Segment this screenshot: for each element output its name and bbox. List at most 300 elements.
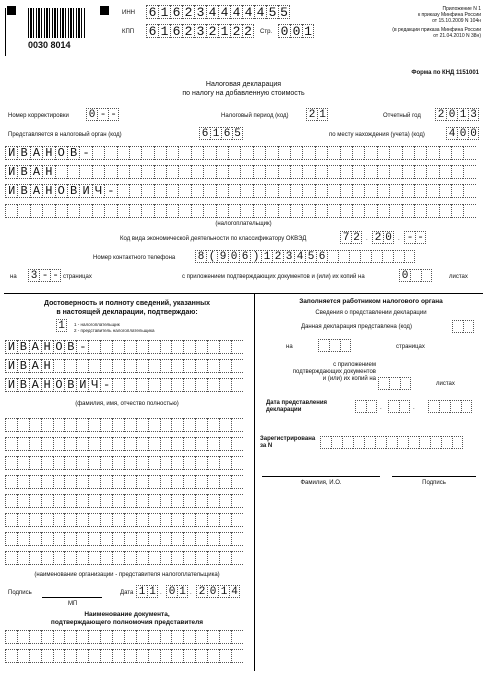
char-cell[interactable] xyxy=(327,250,338,263)
signer-fio-row[interactable] xyxy=(5,340,243,354)
date-year[interactable] xyxy=(196,585,240,598)
char-cell[interactable] xyxy=(148,475,160,489)
char-cell[interactable] xyxy=(5,532,17,546)
char-cell[interactable] xyxy=(64,437,76,451)
char-cell[interactable] xyxy=(426,165,438,179)
char-cell[interactable]: 0 xyxy=(207,585,218,598)
char-cell[interactable] xyxy=(76,456,88,470)
char-cell[interactable] xyxy=(112,378,124,392)
char-cell[interactable]: 6 xyxy=(146,24,158,38)
char-cell[interactable] xyxy=(129,184,141,198)
char-cell[interactable] xyxy=(389,184,401,198)
char-cell[interactable] xyxy=(148,494,160,508)
char-cell[interactable] xyxy=(315,184,327,198)
char-cell[interactable] xyxy=(92,165,104,179)
char-cell[interactable] xyxy=(160,649,172,663)
char-cell[interactable] xyxy=(53,359,65,373)
year-cells[interactable] xyxy=(435,108,479,121)
char-cell[interactable] xyxy=(41,649,53,663)
char-cell[interactable]: 3 xyxy=(283,250,294,263)
char-cell[interactable] xyxy=(136,494,148,508)
char-cell[interactable] xyxy=(5,418,17,432)
char-cell[interactable] xyxy=(327,204,339,218)
char-cell[interactable] xyxy=(136,359,148,373)
char-cell[interactable] xyxy=(160,630,172,644)
char-cell[interactable] xyxy=(452,320,463,333)
char-cell[interactable] xyxy=(124,532,136,546)
char-cell[interactable] xyxy=(160,475,172,489)
char-cell[interactable] xyxy=(124,378,136,392)
char-cell[interactable]: 2 xyxy=(196,585,207,598)
char-cell[interactable] xyxy=(53,418,65,432)
char-cell[interactable] xyxy=(136,456,148,470)
char-cell[interactable] xyxy=(278,165,290,179)
char-cell[interactable] xyxy=(219,532,231,546)
char-cell[interactable]: Н xyxy=(41,340,53,354)
char-cell[interactable]: А xyxy=(30,146,42,160)
char-cell[interactable] xyxy=(463,204,475,218)
char-cell[interactable] xyxy=(124,437,136,451)
char-cell[interactable] xyxy=(219,437,231,451)
char-cell[interactable] xyxy=(231,418,243,432)
char-cell[interactable] xyxy=(76,532,88,546)
char-cell[interactable]: 0 xyxy=(457,127,468,140)
char-cell[interactable] xyxy=(29,494,41,508)
char-cell[interactable] xyxy=(112,418,124,432)
char-cell[interactable]: В xyxy=(67,146,79,160)
char-cell[interactable] xyxy=(171,513,183,527)
char-cell[interactable] xyxy=(88,630,100,644)
blank-row[interactable] xyxy=(5,418,243,432)
char-cell[interactable] xyxy=(112,630,124,644)
char-cell[interactable]: Ч xyxy=(88,378,100,392)
char-cell[interactable] xyxy=(302,204,314,218)
right-date-day[interactable] xyxy=(355,400,377,413)
char-cell[interactable] xyxy=(315,204,327,218)
char-cell[interactable] xyxy=(76,513,88,527)
char-cell[interactable] xyxy=(228,204,240,218)
char-cell[interactable] xyxy=(382,250,393,263)
char-cell[interactable] xyxy=(419,436,430,449)
char-cell[interactable] xyxy=(64,513,76,527)
char-cell[interactable] xyxy=(408,436,419,449)
char-cell[interactable] xyxy=(171,456,183,470)
char-cell[interactable] xyxy=(178,204,190,218)
char-cell[interactable]: 1 xyxy=(158,24,170,38)
char-cell[interactable] xyxy=(402,165,414,179)
char-cell[interactable]: 1 xyxy=(218,24,230,38)
char-cell[interactable] xyxy=(154,146,166,160)
char-cell[interactable] xyxy=(195,513,207,527)
taxpayer-row[interactable] xyxy=(5,184,476,198)
location-cells[interactable] xyxy=(446,127,479,140)
char-cell[interactable] xyxy=(112,340,124,354)
char-cell[interactable] xyxy=(136,475,148,489)
char-cell[interactable] xyxy=(352,165,364,179)
char-cell[interactable] xyxy=(228,146,240,160)
char-cell[interactable]: Н xyxy=(42,184,54,198)
char-cell[interactable] xyxy=(100,494,112,508)
char-cell[interactable] xyxy=(451,146,463,160)
signer-fio-row[interactable] xyxy=(5,378,243,392)
right-date-year[interactable] xyxy=(428,400,472,413)
char-cell[interactable] xyxy=(136,513,148,527)
char-cell[interactable] xyxy=(207,418,219,432)
char-cell[interactable] xyxy=(265,146,277,160)
blank-row[interactable] xyxy=(5,513,243,527)
char-cell[interactable] xyxy=(203,204,215,218)
char-cell[interactable] xyxy=(112,551,124,565)
char-cell[interactable]: 0 xyxy=(166,585,177,598)
char-cell[interactable] xyxy=(160,437,172,451)
char-cell[interactable] xyxy=(219,494,231,508)
char-cell[interactable] xyxy=(154,204,166,218)
char-cell[interactable]: 1 xyxy=(177,585,188,598)
char-cell[interactable] xyxy=(389,165,401,179)
attach-cells[interactable] xyxy=(399,269,432,282)
char-cell[interactable] xyxy=(148,532,160,546)
char-cell[interactable] xyxy=(124,456,136,470)
char-cell[interactable] xyxy=(231,456,243,470)
char-cell[interactable] xyxy=(183,418,195,432)
char-cell[interactable] xyxy=(117,184,129,198)
char-cell[interactable] xyxy=(315,146,327,160)
char-cell[interactable] xyxy=(29,513,41,527)
char-cell[interactable]: О xyxy=(55,146,67,160)
char-cell[interactable]: - xyxy=(79,146,91,160)
char-cell[interactable] xyxy=(88,437,100,451)
char-cell[interactable] xyxy=(160,494,172,508)
char-cell[interactable] xyxy=(207,532,219,546)
char-cell[interactable] xyxy=(352,184,364,198)
char-cell[interactable]: 4 xyxy=(254,5,266,19)
char-cell[interactable] xyxy=(388,400,399,413)
char-cell[interactable] xyxy=(5,513,17,527)
char-cell[interactable] xyxy=(5,494,17,508)
char-cell[interactable] xyxy=(327,184,339,198)
char-cell[interactable]: 2 xyxy=(182,5,194,19)
pages-cells[interactable] xyxy=(28,269,61,282)
char-cell[interactable] xyxy=(64,359,76,373)
char-cell[interactable] xyxy=(371,250,382,263)
char-cell[interactable] xyxy=(76,418,88,432)
char-cell[interactable] xyxy=(17,475,29,489)
char-cell[interactable] xyxy=(79,204,91,218)
char-cell[interactable] xyxy=(112,513,124,527)
char-cell[interactable] xyxy=(195,340,207,354)
char-cell[interactable] xyxy=(216,146,228,160)
char-cell[interactable]: И xyxy=(5,378,17,392)
char-cell[interactable] xyxy=(219,649,231,663)
char-cell[interactable]: 2 xyxy=(182,24,194,38)
char-cell[interactable] xyxy=(191,146,203,160)
char-cell[interactable] xyxy=(219,418,231,432)
char-cell[interactable]: 1 xyxy=(147,585,158,598)
char-cell[interactable] xyxy=(240,204,252,218)
char-cell[interactable] xyxy=(148,340,160,354)
char-cell[interactable] xyxy=(216,204,228,218)
char-cell[interactable] xyxy=(154,184,166,198)
char-cell[interactable] xyxy=(278,204,290,218)
char-cell[interactable] xyxy=(148,378,160,392)
char-cell[interactable] xyxy=(5,475,17,489)
char-cell[interactable] xyxy=(463,320,474,333)
char-cell[interactable] xyxy=(290,204,302,218)
char-cell[interactable] xyxy=(100,359,112,373)
char-cell[interactable] xyxy=(112,532,124,546)
char-cell[interactable] xyxy=(228,184,240,198)
char-cell[interactable] xyxy=(76,630,88,644)
char-cell[interactable] xyxy=(352,204,364,218)
char-cell[interactable] xyxy=(17,551,29,565)
char-cell[interactable] xyxy=(340,184,352,198)
char-cell[interactable] xyxy=(171,418,183,432)
char-cell[interactable] xyxy=(355,400,366,413)
char-cell[interactable] xyxy=(389,146,401,160)
char-cell[interactable] xyxy=(290,165,302,179)
char-cell[interactable] xyxy=(364,204,376,218)
char-cell[interactable] xyxy=(463,184,475,198)
char-cell[interactable] xyxy=(160,532,172,546)
char-cell[interactable] xyxy=(240,146,252,160)
char-cell[interactable] xyxy=(231,494,243,508)
okved-cells[interactable] xyxy=(340,231,362,244)
char-cell[interactable] xyxy=(219,630,231,644)
char-cell[interactable]: 9 xyxy=(217,250,228,263)
char-cell[interactable] xyxy=(136,418,148,432)
char-cell[interactable] xyxy=(171,378,183,392)
char-cell[interactable] xyxy=(389,204,401,218)
date-day[interactable] xyxy=(136,585,158,598)
char-cell[interactable] xyxy=(183,437,195,451)
char-cell[interactable] xyxy=(352,146,364,160)
char-cell[interactable]: И xyxy=(5,359,17,373)
char-cell[interactable] xyxy=(124,340,136,354)
char-cell[interactable] xyxy=(41,494,53,508)
blank-row[interactable] xyxy=(5,437,243,451)
char-cell[interactable]: В xyxy=(17,184,29,198)
correction-cells[interactable] xyxy=(86,108,119,121)
char-cell[interactable] xyxy=(240,165,252,179)
char-cell[interactable] xyxy=(231,378,243,392)
char-cell[interactable] xyxy=(253,184,265,198)
char-cell[interactable]: - xyxy=(104,184,116,198)
char-cell[interactable] xyxy=(100,340,112,354)
okved-cells[interactable] xyxy=(404,231,426,244)
char-cell[interactable] xyxy=(112,437,124,451)
char-cell[interactable]: О xyxy=(53,378,65,392)
char-cell[interactable]: Н xyxy=(42,165,54,179)
char-cell[interactable] xyxy=(402,204,414,218)
char-cell[interactable] xyxy=(219,359,231,373)
char-cell[interactable]: 5 xyxy=(232,127,243,140)
char-cell[interactable] xyxy=(414,165,426,179)
char-cell[interactable]: 5 xyxy=(266,5,278,19)
char-cell[interactable] xyxy=(64,630,76,644)
char-cell[interactable] xyxy=(136,378,148,392)
char-cell[interactable] xyxy=(191,165,203,179)
char-cell[interactable] xyxy=(338,250,349,263)
char-cell[interactable] xyxy=(426,184,438,198)
char-cell[interactable] xyxy=(141,146,153,160)
char-cell[interactable] xyxy=(378,377,389,390)
char-cell[interactable] xyxy=(318,339,329,352)
char-cell[interactable] xyxy=(195,630,207,644)
char-cell[interactable]: 1 xyxy=(261,250,272,263)
char-cell[interactable] xyxy=(17,630,29,644)
char-cell[interactable] xyxy=(17,456,29,470)
char-cell[interactable] xyxy=(240,184,252,198)
char-cell[interactable] xyxy=(30,204,42,218)
char-cell[interactable]: А xyxy=(30,165,42,179)
char-cell[interactable] xyxy=(29,437,41,451)
char-cell[interactable] xyxy=(124,513,136,527)
char-cell[interactable]: 5 xyxy=(305,250,316,263)
char-cell[interactable] xyxy=(195,532,207,546)
char-cell[interactable] xyxy=(171,532,183,546)
char-cell[interactable] xyxy=(265,165,277,179)
char-cell[interactable] xyxy=(88,494,100,508)
char-cell[interactable] xyxy=(450,400,461,413)
char-cell[interactable] xyxy=(117,204,129,218)
char-cell[interactable]: - xyxy=(415,231,426,244)
char-cell[interactable] xyxy=(117,146,129,160)
char-cell[interactable] xyxy=(331,436,342,449)
char-cell[interactable]: О xyxy=(55,184,67,198)
char-cell[interactable]: 1 xyxy=(457,108,468,121)
char-cell[interactable] xyxy=(428,400,439,413)
blank-row[interactable] xyxy=(5,494,243,508)
char-cell[interactable] xyxy=(402,146,414,160)
char-cell[interactable] xyxy=(117,165,129,179)
char-cell[interactable] xyxy=(129,165,141,179)
char-cell[interactable] xyxy=(124,630,136,644)
char-cell[interactable] xyxy=(29,649,41,663)
char-cell[interactable] xyxy=(53,494,65,508)
char-cell[interactable] xyxy=(364,184,376,198)
char-cell[interactable] xyxy=(76,437,88,451)
char-cell[interactable]: И xyxy=(5,184,17,198)
char-cell[interactable] xyxy=(207,456,219,470)
char-cell[interactable] xyxy=(219,475,231,489)
char-cell[interactable] xyxy=(171,551,183,565)
char-cell[interactable] xyxy=(203,184,215,198)
char-cell[interactable] xyxy=(377,165,389,179)
char-cell[interactable] xyxy=(389,377,400,390)
char-cell[interactable] xyxy=(340,339,351,352)
char-cell[interactable] xyxy=(410,269,421,282)
char-cell[interactable] xyxy=(451,204,463,218)
char-cell[interactable]: В xyxy=(64,378,76,392)
char-cell[interactable] xyxy=(136,649,148,663)
char-cell[interactable]: 2 xyxy=(230,24,242,38)
char-cell[interactable] xyxy=(195,456,207,470)
char-cell[interactable] xyxy=(327,165,339,179)
char-cell[interactable]: - xyxy=(39,269,50,282)
blank-row[interactable] xyxy=(5,630,243,644)
char-cell[interactable] xyxy=(64,649,76,663)
char-cell[interactable] xyxy=(148,649,160,663)
char-cell[interactable] xyxy=(340,165,352,179)
char-cell[interactable]: И xyxy=(5,146,17,160)
char-cell[interactable] xyxy=(17,649,29,663)
char-cell[interactable] xyxy=(231,630,243,644)
char-cell[interactable] xyxy=(141,204,153,218)
char-cell[interactable] xyxy=(439,146,451,160)
presented-code-cells[interactable] xyxy=(452,320,474,333)
char-cell[interactable] xyxy=(216,184,228,198)
char-cell[interactable] xyxy=(160,340,172,354)
char-cell[interactable]: 4 xyxy=(206,5,218,19)
char-cell[interactable] xyxy=(183,513,195,527)
char-cell[interactable] xyxy=(100,513,112,527)
period-cells[interactable] xyxy=(306,108,328,121)
char-cell[interactable] xyxy=(76,475,88,489)
char-cell[interactable] xyxy=(178,184,190,198)
char-cell[interactable] xyxy=(160,456,172,470)
char-cell[interactable] xyxy=(5,630,17,644)
char-cell[interactable]: 4 xyxy=(218,5,230,19)
char-cell[interactable] xyxy=(148,551,160,565)
char-cell[interactable] xyxy=(360,250,371,263)
char-cell[interactable] xyxy=(207,649,219,663)
char-cell[interactable] xyxy=(88,475,100,489)
char-cell[interactable] xyxy=(64,494,76,508)
char-cell[interactable] xyxy=(64,475,76,489)
char-cell[interactable] xyxy=(231,551,243,565)
char-cell[interactable] xyxy=(377,146,389,160)
char-cell[interactable] xyxy=(5,551,17,565)
char-cell[interactable] xyxy=(183,378,195,392)
char-cell[interactable]: 3 xyxy=(194,5,206,19)
char-cell[interactable]: В xyxy=(17,340,29,354)
char-cell[interactable] xyxy=(88,513,100,527)
char-cell[interactable] xyxy=(253,204,265,218)
taxpayer-row[interactable] xyxy=(5,165,476,179)
char-cell[interactable] xyxy=(112,494,124,508)
char-cell[interactable] xyxy=(290,184,302,198)
char-cell[interactable] xyxy=(183,494,195,508)
char-cell[interactable] xyxy=(195,475,207,489)
char-cell[interactable] xyxy=(5,456,17,470)
char-cell[interactable] xyxy=(166,184,178,198)
char-cell[interactable] xyxy=(171,437,183,451)
char-cell[interactable] xyxy=(160,378,172,392)
char-cell[interactable]: 0 xyxy=(86,108,97,121)
char-cell[interactable] xyxy=(112,649,124,663)
char-cell[interactable] xyxy=(136,551,148,565)
char-cell[interactable] xyxy=(451,184,463,198)
char-cell[interactable] xyxy=(228,165,240,179)
char-cell[interactable] xyxy=(67,165,79,179)
char-cell[interactable]: Н xyxy=(41,378,53,392)
char-cell[interactable] xyxy=(160,418,172,432)
char-cell[interactable] xyxy=(452,436,463,449)
char-cell[interactable] xyxy=(183,532,195,546)
char-cell[interactable]: А xyxy=(29,378,41,392)
char-cell[interactable]: 0 xyxy=(468,127,479,140)
char-cell[interactable] xyxy=(207,494,219,508)
char-cell[interactable] xyxy=(191,204,203,218)
char-cell[interactable] xyxy=(253,165,265,179)
char-cell[interactable]: - xyxy=(76,340,88,354)
char-cell[interactable]: - xyxy=(97,108,108,121)
char-cell[interactable] xyxy=(29,456,41,470)
char-cell[interactable] xyxy=(219,551,231,565)
char-cell[interactable]: - xyxy=(100,378,112,392)
char-cell[interactable]: 2 xyxy=(351,231,362,244)
char-cell[interactable] xyxy=(79,165,91,179)
